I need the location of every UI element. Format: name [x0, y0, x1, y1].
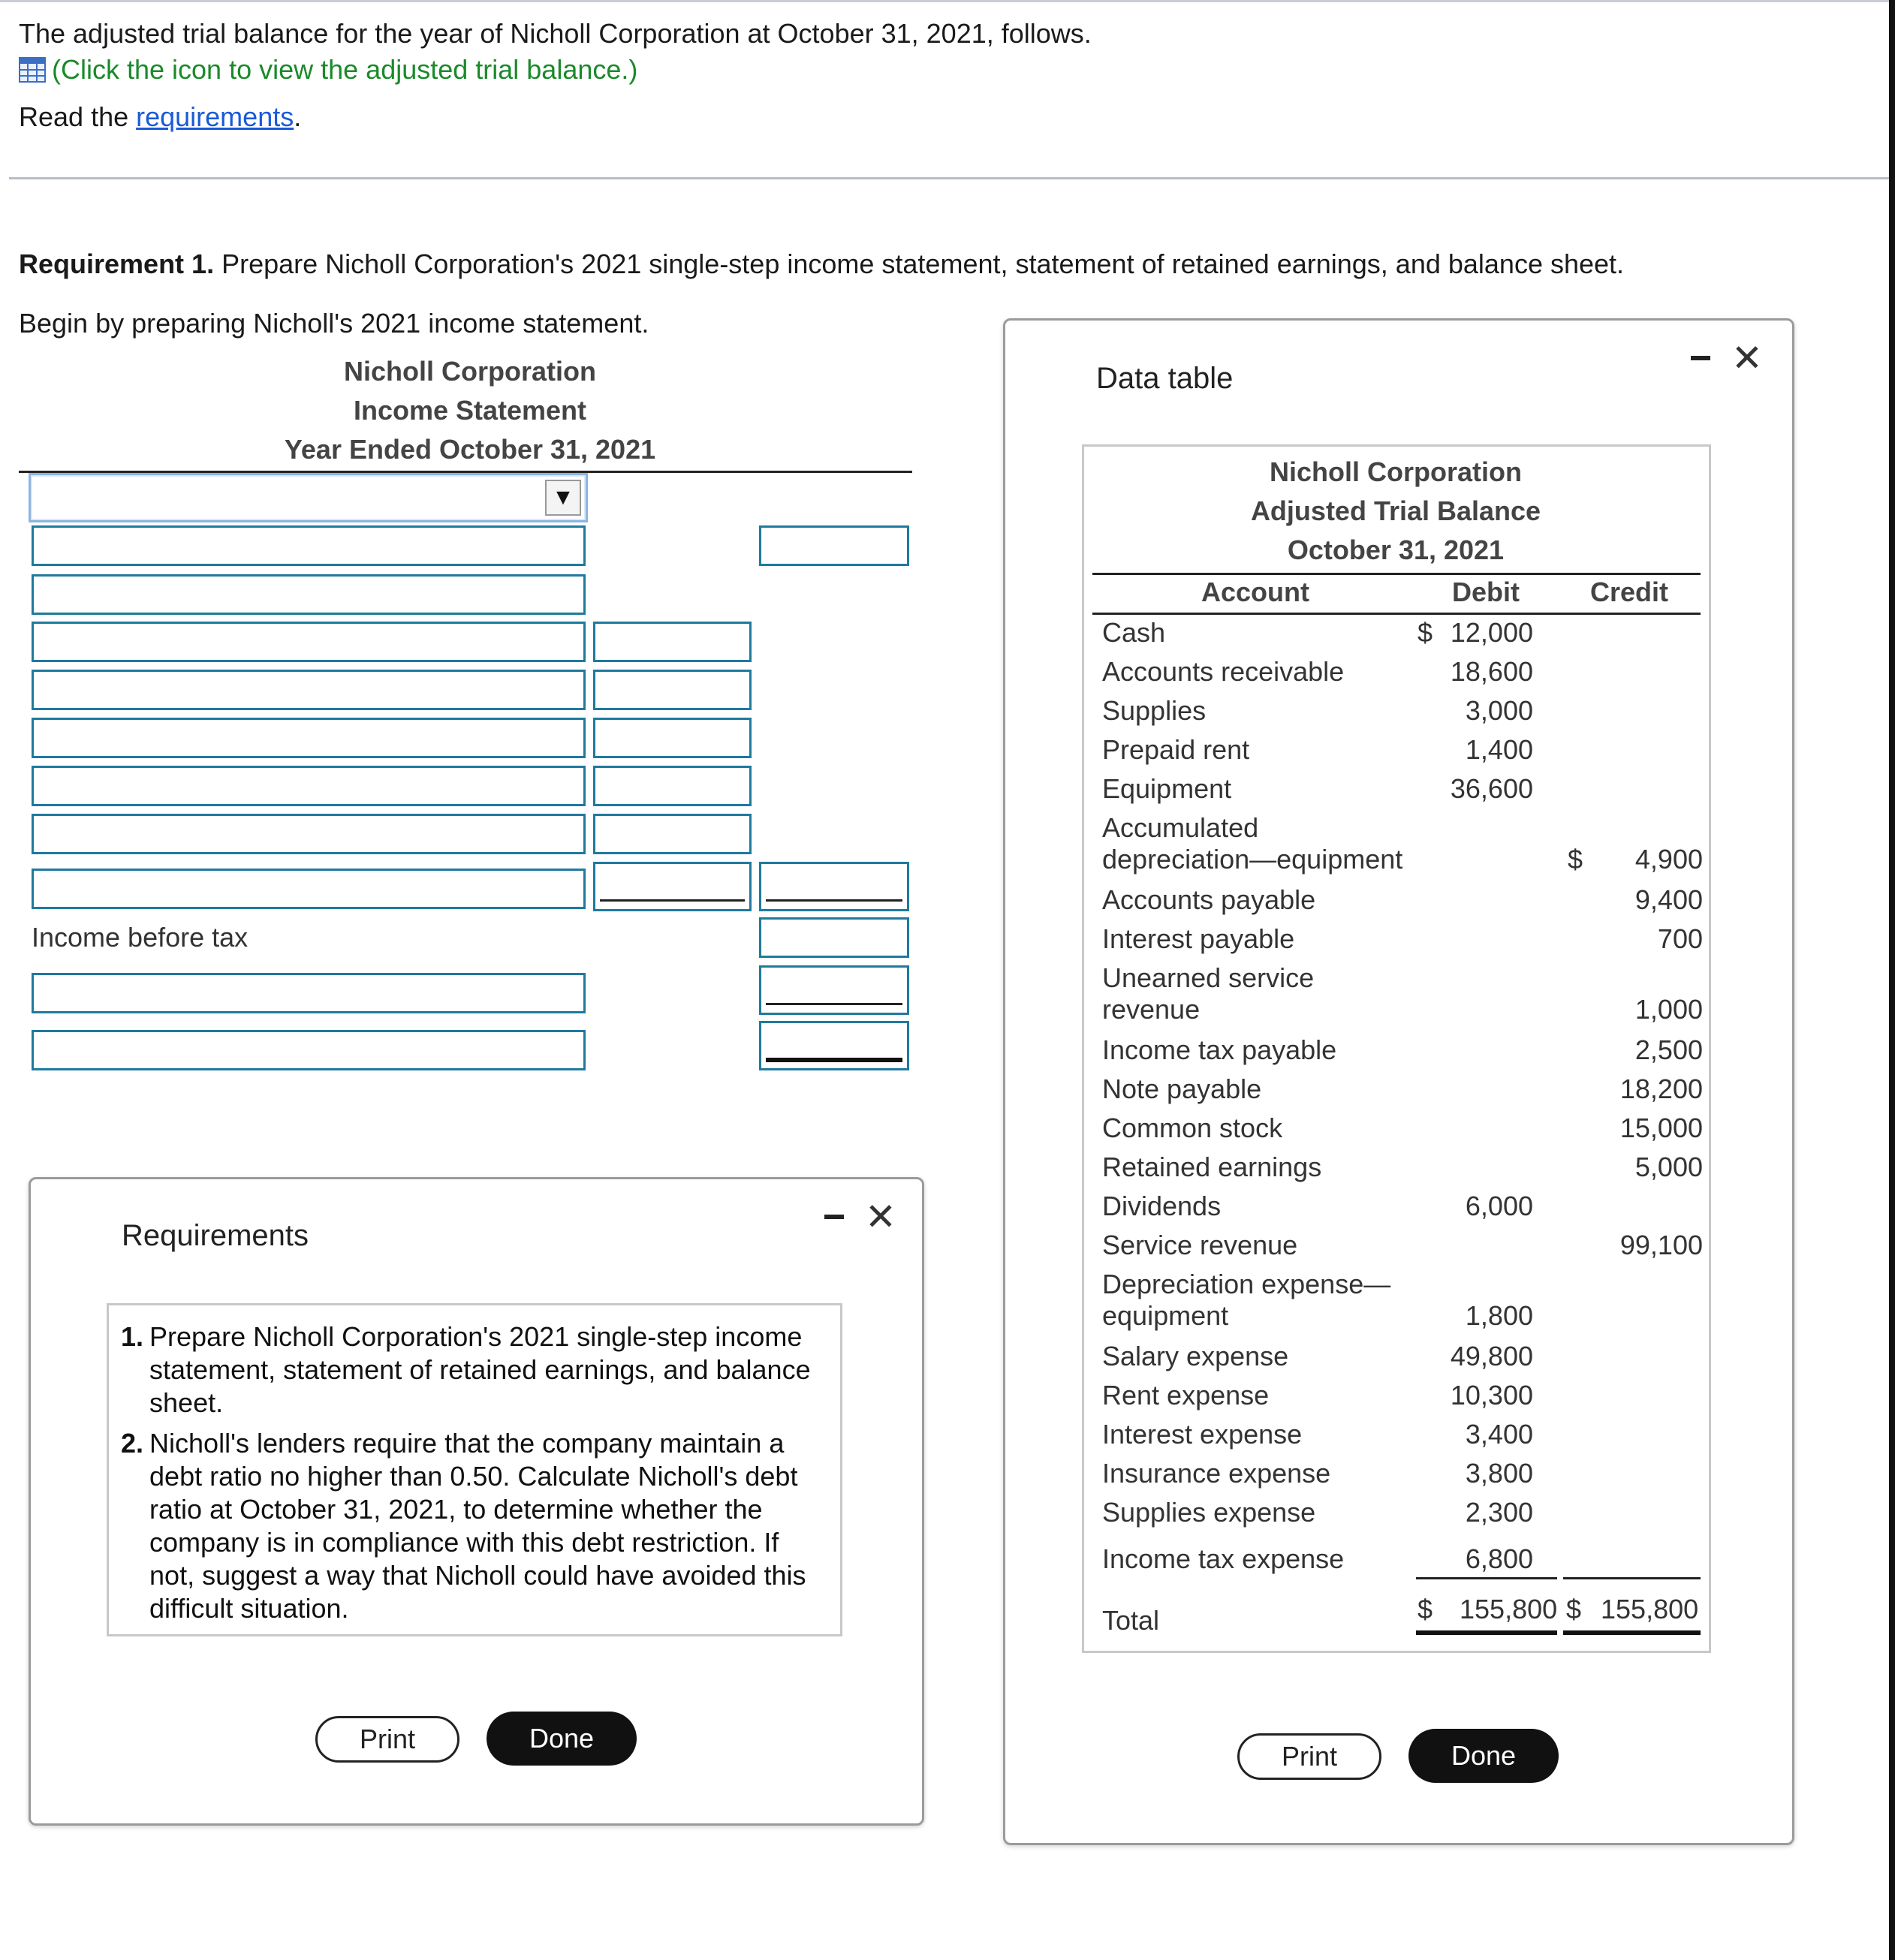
- tb-row: [1102, 962, 1703, 1033]
- requirement-item-1: [121, 1320, 828, 1420]
- tb-account: Retained earnings: [1102, 1152, 1322, 1182]
- expense-amount-input-2[interactable]: [593, 670, 752, 710]
- minimize-icon[interactable]: [824, 1215, 844, 1219]
- expense-account-input-4[interactable]: [32, 766, 586, 806]
- tb-account: Interest payable: [1102, 923, 1295, 954]
- tb-row: [1102, 656, 1703, 695]
- expense-account-input-3[interactable]: [32, 718, 586, 758]
- tb-credit: 15,000: [1619, 1112, 1703, 1143]
- income-before-tax-label: Income before tax: [32, 922, 249, 953]
- tb-account: Service revenue: [1102, 1230, 1298, 1260]
- expense-amount-input-3[interactable]: [593, 718, 752, 758]
- requirements-window-controls: [824, 1195, 896, 1239]
- tb-row: [1102, 1034, 1703, 1073]
- view-trial-balance-link[interactable]: [19, 53, 637, 87]
- tb-date: October 31, 2021: [1287, 534, 1505, 565]
- col-debit: Debit: [1452, 577, 1520, 607]
- tb-row: [1102, 812, 1703, 883]
- intro-text: The adjusted trial balance for the year of Nicholl Corporation at October 31, 2021, follows.: [19, 18, 1092, 49]
- tb-debit: 49,800: [1450, 1341, 1533, 1371]
- tb-debit: 6,800: [1465, 1543, 1533, 1574]
- tb-account: Equipment: [1102, 773, 1232, 804]
- divider: [9, 177, 1889, 179]
- tb-credit: 9,400: [1634, 884, 1703, 915]
- tb-account: Note payable: [1102, 1073, 1262, 1104]
- total-debit: 155,800: [1460, 1594, 1558, 1624]
- income-before-tax-input[interactable]: [759, 917, 909, 958]
- minimize-icon[interactable]: [1691, 356, 1710, 360]
- tb-credit: 2,500: [1634, 1034, 1703, 1065]
- close-icon[interactable]: ✕: [1731, 336, 1763, 380]
- tb-account: Accounts receivable: [1102, 656, 1345, 687]
- tb-row: [1102, 773, 1703, 812]
- total-debit-sign: $: [1417, 1594, 1433, 1624]
- tb-account: Rent expense: [1102, 1380, 1270, 1411]
- tb-header-bottom-rule: [1092, 613, 1701, 615]
- tb-company: Nicholl Corporation: [1270, 456, 1522, 487]
- credit-double-rule: [1563, 1630, 1701, 1635]
- data-window-controls: [1691, 336, 1763, 380]
- debit-double-rule: [1416, 1630, 1557, 1635]
- tb-row: [1102, 1073, 1703, 1112]
- expense-account-input-6[interactable]: [32, 869, 586, 909]
- table-icon[interactable]: [19, 57, 46, 83]
- expense-account-input-2[interactable]: [32, 670, 586, 710]
- total-credit: 155,800: [1601, 1594, 1699, 1624]
- tb-row: [1102, 1380, 1703, 1419]
- requirement-1-text: [19, 247, 1624, 282]
- requirement-text-1: Prepare Nicholl Corporation's 2021 single-step income statement, statement of retained earnings, and balance sheet.: [149, 1321, 811, 1418]
- read-prefix: Read the: [19, 101, 137, 132]
- data-print-button[interactable]: Print: [1237, 1733, 1381, 1780]
- total-revenue-input[interactable]: [759, 525, 909, 566]
- tb-account: Common stock: [1102, 1112, 1283, 1143]
- tb-row: [1102, 734, 1703, 773]
- total-label: Total: [1102, 1605, 1160, 1636]
- tb-credit: 99,100: [1619, 1230, 1703, 1260]
- debit-total-rule: [1416, 1577, 1557, 1579]
- expense-amount-input-4[interactable]: [593, 766, 752, 806]
- tb-row: [1102, 1458, 1703, 1497]
- tb-credit: 4,900: [1634, 844, 1703, 875]
- revenue-select[interactable]: [29, 473, 588, 522]
- col-credit: Credit: [1590, 577, 1669, 607]
- tb-row: [1102, 1191, 1703, 1230]
- tb-account: Supplies: [1102, 695, 1207, 726]
- read-suffix: .: [294, 101, 302, 132]
- tb-account: Unearned service revenue: [1102, 962, 1315, 1025]
- is-company: Nicholl Corporation: [344, 356, 596, 387]
- expense-account-input-1[interactable]: [32, 622, 586, 662]
- tb-credit: 5,000: [1634, 1152, 1703, 1182]
- tb-account: Cash: [1102, 617, 1166, 648]
- tb-debit: 3,800: [1465, 1458, 1533, 1489]
- account-input-1[interactable]: [32, 525, 586, 566]
- tb-account: Prepaid rent: [1102, 734, 1250, 765]
- tb-debit: 2,300: [1465, 1497, 1533, 1528]
- tb-debit: 6,000: [1465, 1191, 1533, 1221]
- tb-row: [1102, 884, 1703, 923]
- tb-credit: 1,000: [1634, 994, 1703, 1025]
- tb-row: [1102, 1230, 1703, 1269]
- credit-total-rule: [1563, 1577, 1701, 1579]
- net-income-input[interactable]: [759, 1021, 909, 1070]
- tb-debit: 36,600: [1450, 773, 1533, 804]
- tb-row: [1102, 1269, 1703, 1339]
- expense-amount-input-5[interactable]: [593, 814, 752, 854]
- tb-account: Accounts payable: [1102, 884, 1316, 915]
- expense-account-input-5[interactable]: [32, 814, 586, 854]
- tb-account: Salary expense: [1102, 1341, 1289, 1371]
- tb-row: [1102, 1152, 1703, 1191]
- tb-debit: 1,400: [1465, 734, 1533, 765]
- expense-amount-input-1[interactable]: [593, 622, 752, 662]
- requirements-title: Requirements: [122, 1219, 309, 1252]
- tb-account: Accumulated depreciation—equipment: [1102, 812, 1403, 875]
- tb-debit: 18,600: [1450, 656, 1533, 687]
- tb-row: [1102, 1341, 1703, 1380]
- tb-credit-sign: $: [1568, 844, 1583, 875]
- close-icon[interactable]: ✕: [865, 1195, 896, 1239]
- expense-heading-input[interactable]: [32, 574, 586, 615]
- tb-debit: 3,000: [1465, 695, 1533, 726]
- tb-credit: 700: [1657, 923, 1703, 954]
- requirements-list-box: [107, 1303, 842, 1636]
- tb-row: [1102, 1419, 1703, 1458]
- tax-amount-input[interactable]: [759, 965, 909, 1015]
- tb-account: Depreciation expense— equipment: [1102, 1269, 1391, 1331]
- window-edge: [1889, 0, 1895, 1960]
- requirement-1-body: Prepare Nicholl Corporation's 2021 single-step income statement, statement of retained earnings, and balance sheet.: [214, 248, 1625, 279]
- tb-account: Income tax expense: [1102, 1543, 1345, 1574]
- is-period: Year Ended October 31, 2021: [284, 434, 656, 465]
- net-income-label-input[interactable]: [32, 1030, 586, 1070]
- col-account: Account: [1201, 577, 1309, 607]
- tb-credit: 18,200: [1619, 1073, 1703, 1104]
- requirements-print-button[interactable]: Print: [315, 1716, 459, 1763]
- requirement-text-2: Nicholl's lenders require that the company maintain a debt ratio no higher than 0.50. Calculate Nicholl's debt ratio at October 31, 2021, to determine whether the company is in compliance with this debt restriction. If not, suggest a way that Nicholl could have avoided this difficult situation.: [149, 1428, 806, 1624]
- top-border: [0, 0, 1895, 2]
- requirement-1-label: Requirement 1.: [19, 248, 215, 279]
- tb-debit: 10,300: [1450, 1380, 1533, 1411]
- tb-header-top-rule: [1092, 573, 1701, 575]
- tb-debit: 1,800: [1465, 1300, 1533, 1331]
- tb-row: [1102, 1112, 1703, 1152]
- data-done-button[interactable]: Done: [1408, 1729, 1559, 1783]
- tb-account: Interest expense: [1102, 1419, 1303, 1450]
- tb-row: [1102, 1497, 1703, 1536]
- tb-row: [1102, 695, 1703, 734]
- tb-debit: 3,400: [1465, 1419, 1533, 1450]
- tb-title: Adjusted Trial Balance: [1250, 495, 1541, 526]
- requirements-link[interactable]: requirements: [136, 101, 294, 132]
- tb-account: Insurance expense: [1102, 1458, 1331, 1489]
- tb-row: [1102, 923, 1703, 962]
- tb-row: [1102, 617, 1703, 656]
- tb-debit-sign: $: [1417, 617, 1433, 648]
- total-credit-sign: $: [1566, 1594, 1582, 1624]
- dropdown-arrow-icon[interactable]: ▼: [545, 480, 581, 516]
- read-requirements: [19, 100, 301, 134]
- tb-account: Supplies expense: [1102, 1497, 1316, 1528]
- requirement-item-2: [121, 1427, 828, 1625]
- requirement-num-1: 1.: [121, 1321, 144, 1352]
- tb-account: Income tax payable: [1102, 1034, 1337, 1065]
- requirement-num-2: 2.: [121, 1428, 144, 1459]
- data-table-title: Data table: [1096, 362, 1234, 395]
- begin-instruction: Begin by preparing Nicholl's 2021 income statement.: [19, 308, 649, 339]
- tb-account: Dividends: [1102, 1191, 1222, 1221]
- is-title: Income Statement: [353, 395, 587, 426]
- expense-amount-input-6[interactable]: [593, 862, 752, 911]
- tax-account-input[interactable]: [32, 973, 586, 1013]
- tb-debit: 12,000: [1450, 617, 1533, 648]
- requirements-done-button[interactable]: Done: [487, 1712, 637, 1766]
- total-expenses-input[interactable]: [759, 862, 909, 911]
- view-link-text[interactable]: (Click the icon to view the adjusted trial balance.): [52, 54, 638, 85]
